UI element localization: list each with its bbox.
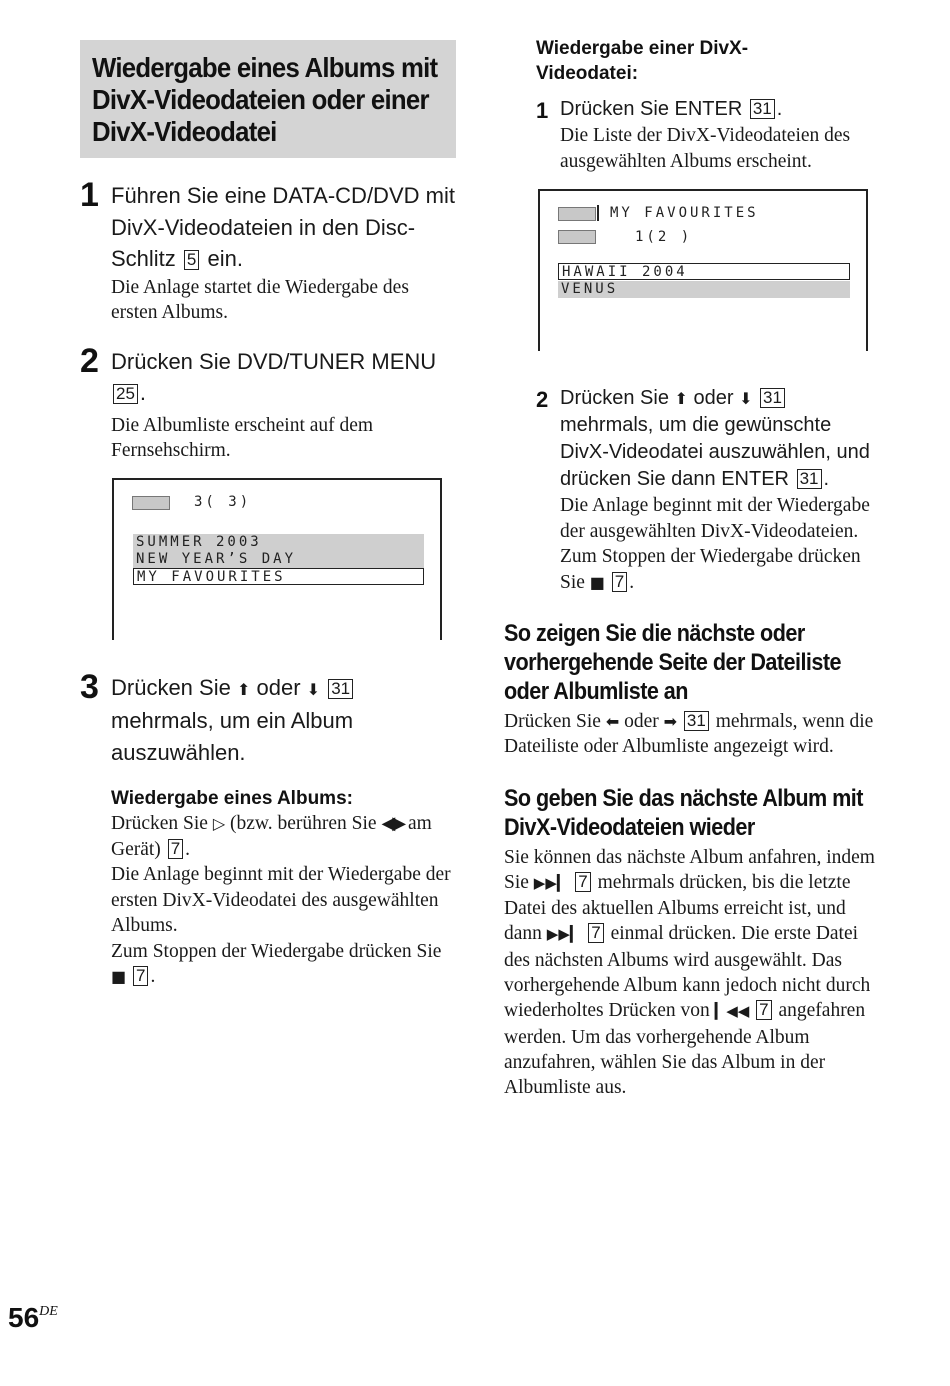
step-text: Drücken Sie: [560, 387, 669, 409]
desc-text: Die Anlage beginnt mit der Wiedergabe der ausgewählten DivX-Videodateien.: [560, 495, 870, 542]
step-number: 2: [80, 341, 99, 380]
step-description: Die Liste der DivX-Videodateien des ausgewählten Albums erscheint.: [560, 125, 851, 172]
right-column: [504, 36, 884, 1101]
step-2: [80, 341, 460, 640]
step-instruction: [111, 180, 460, 275]
step-number: 2: [536, 387, 549, 412]
body-text: mehrmals drücken, bis die letzte Datei des aktuellen Albums erreicht ist, und dann: [504, 871, 851, 945]
list-item-selected: MY FAVOURITES: [133, 568, 424, 585]
step-text: .: [823, 468, 830, 490]
step-1: [80, 176, 460, 326]
album-counter: 3( 3): [194, 493, 252, 510]
body-text: angefahren werden. Um das vorhergehende Album anzufahren, wählen Sie das Album in der Albumliste aus.: [504, 1000, 866, 1099]
step-text: .: [139, 380, 147, 405]
step-text: Drücken Sie ENTER: [560, 98, 743, 120]
step-number: 3: [80, 667, 99, 706]
arrow-right-icon: ➡: [663, 712, 678, 731]
step-text: oder: [693, 387, 734, 409]
arrow-down-icon: ⬇: [306, 679, 321, 699]
subheading: Wiedergabe eines Albums:: [111, 788, 353, 809]
title-box: [80, 40, 456, 158]
body-text: oder: [624, 711, 659, 732]
right-step-1: [504, 96, 884, 174]
step-3: [80, 667, 460, 990]
desc-text: Zum Stoppen der Wiedergabe drücken Sie: [111, 940, 442, 962]
step-instruction: [560, 96, 884, 123]
step-text: oder: [256, 674, 301, 700]
album-icon: [132, 496, 170, 510]
button-ref: 7: [168, 839, 183, 859]
body-text: Drücken Sie: [504, 711, 601, 732]
desc-text: (bzw. berühren Sie: [230, 813, 377, 834]
stop-icon: ■: [111, 967, 127, 986]
button-ref: 31: [750, 99, 775, 119]
subheading: Wiedergabe einer DivX-Videodatei:: [536, 38, 749, 84]
page-title: Wiedergabe eines Albums mit DivX-Videodateien oder einer DivX-Videodatei: [92, 52, 438, 147]
file-counter: 1(2 ): [635, 229, 693, 245]
body-text: Sie können das nächste Album anfahren, indem Sie: [504, 846, 875, 893]
file-icon: [558, 230, 596, 244]
button-ref: 25: [113, 384, 138, 404]
button-ref: 5: [184, 250, 199, 270]
page-language-suffix: DE: [39, 1304, 58, 1319]
button-ref: 31: [797, 469, 822, 489]
arrow-up-icon: ⬆: [236, 679, 251, 699]
step-description: Drücken Sie ▷ (bzw. berühren Sie ◀▶ am Gerät) 7 . Die Anlage beginnt mit der Wiedergabe der ersten DivX-Videodatei des ausgewählten Albums. Zum Stoppen der Wiedergabe drücken Sie ■ 7 .: [111, 811, 460, 990]
step-instruction: [111, 346, 460, 409]
button-ref: 7: [133, 966, 148, 986]
step-description: Die Anlage beginnt mit der Wiedergabe der ausgewählten DivX-Videodateien. Zum Stoppen der Wiedergabe drücken Sie ■ 7 .: [560, 493, 884, 595]
page-number: [8, 1302, 58, 1334]
arrow-left-icon: ⬅: [605, 712, 620, 731]
section-heading: So zeigen Sie die nächste oder vorhergehende Seite der Dateiliste oder Albumliste an: [504, 620, 841, 705]
desc-text: Die Anlage beginnt mit der Wiedergabe der ersten DivX-Videodatei des ausgewählten Albums.: [111, 864, 451, 936]
list-item: SUMMER 2003: [136, 533, 262, 550]
arrow-up-icon: ⬆: [674, 389, 688, 408]
body-text: einmal drücken. Die erste Datei des nächsten Albums wird ausgewählt. Das vorhergehende Album kann jedoch nicht durch wiederholtes Drücken von: [504, 923, 871, 1022]
play-outline-icon: ▷: [212, 814, 226, 833]
album-icon: [558, 207, 596, 221]
step-text: Führen Sie eine DATA-CD/DVD mit DivX-Videodateien in den Disc-Schlitz: [111, 183, 455, 271]
step-instruction: [560, 385, 884, 493]
step-description: Die Albumliste erscheint auf dem Fernsehschirm.: [111, 414, 374, 461]
arrow-down-icon: ⬇: [739, 389, 753, 408]
step-text: Drücken Sie DVD/TUNER MENU: [111, 348, 437, 374]
play-pause-icon: ◀▶: [381, 813, 404, 834]
prev-track-icon: ▎◀◀: [714, 1002, 750, 1021]
desc-text: Zum Stoppen der Wiedergabe drücken Sie: [560, 546, 861, 593]
file-list-screen: [538, 189, 868, 351]
step-number: 1: [80, 176, 99, 214]
left-column: [80, 40, 460, 990]
right-step-2: [504, 385, 884, 595]
desc-text: am Gerät): [111, 813, 432, 860]
list-item: VENUS: [558, 281, 850, 298]
section-body: [504, 845, 884, 1101]
step-text: ein.: [207, 246, 243, 271]
next-track-icon: ▶▶▎: [546, 925, 582, 944]
step-description: Die Anlage startet die Wiedergabe des ersten Albums.: [111, 276, 409, 323]
button-ref: 7: [575, 872, 590, 892]
button-ref: 7: [756, 1000, 771, 1020]
step-instruction: [111, 672, 460, 769]
step-text: mehrmals, um die gewünschte DivX-Videodatei auszuwählen, und drücken Sie dann ENTER: [560, 414, 870, 490]
step-number: 1: [536, 98, 549, 123]
step-text: Drücken Sie: [111, 674, 231, 700]
list-item: NEW YEAR’S DAY: [136, 550, 297, 567]
section-heading: So geben Sie das nächste Album mit DivX-Videodateien wieder: [504, 784, 863, 841]
button-ref: 31: [328, 679, 353, 699]
album-list-screen: [112, 478, 442, 640]
next-track-icon: ▶▶▎: [533, 873, 569, 892]
desc-text: Drücken Sie: [111, 813, 208, 834]
button-ref: 31: [760, 388, 785, 408]
page-number-value: 56: [8, 1302, 40, 1333]
body-text: mehrmals, wenn die Dateiliste oder Albumliste angezeigt wird.: [504, 711, 874, 758]
button-ref: 31: [684, 711, 709, 731]
album-name: MY FAVOURITES: [610, 205, 759, 221]
stop-icon: ■: [589, 572, 605, 592]
step-text: .: [776, 98, 783, 120]
list-item-selected: HAWAII 2004: [558, 263, 850, 280]
divider: [597, 205, 599, 221]
button-ref: 7: [612, 572, 627, 592]
section-body: [504, 709, 884, 760]
step-text: mehrmals, um ein Album auszuwählen.: [111, 708, 354, 765]
button-ref: 7: [588, 923, 603, 943]
